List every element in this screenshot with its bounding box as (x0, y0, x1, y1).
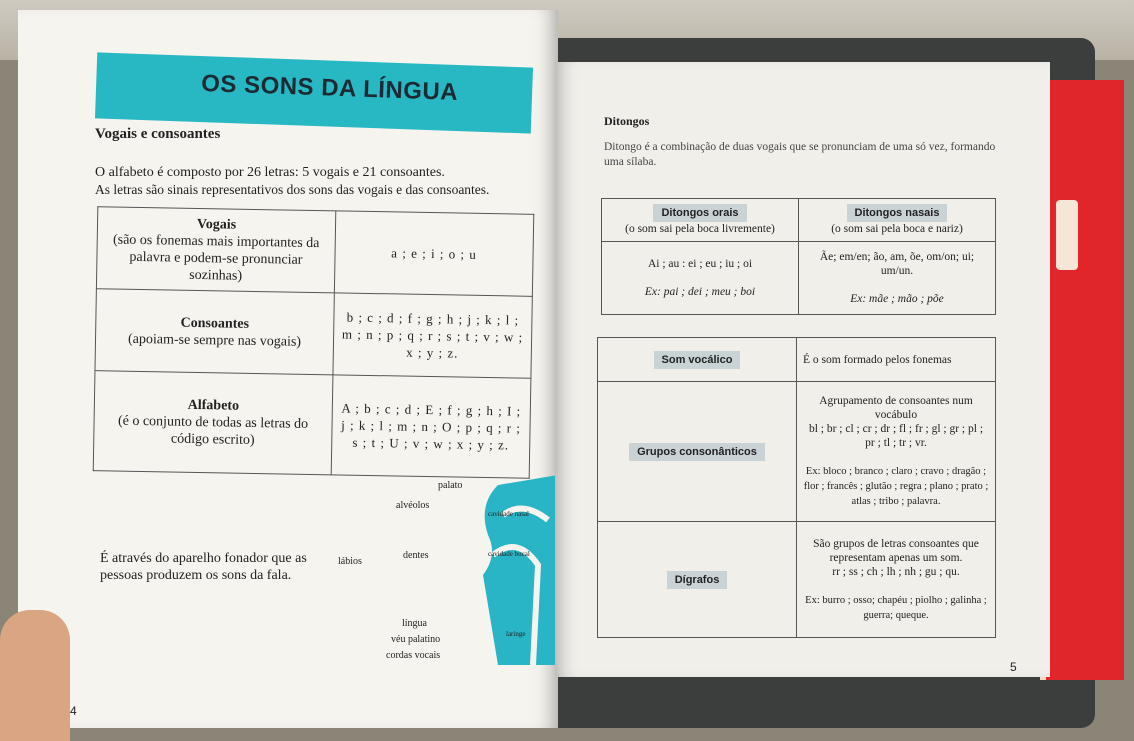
sound-example: Ex: bloco ; branco ; claro ; cravo ; dragão ; flor ; francês ; glutão ; regra ; plano ; prato ; atlas ; tribo ; palavra. (803, 466, 989, 507)
page-number-right: 5 (1010, 660, 1017, 674)
oral-list: Ai ; au : ei ; eu ; iu ; oi (647, 258, 753, 270)
table-row (602, 242, 996, 315)
row-letters: A ; b ; c ; d ; E ; f ; g ; h ; I ; j ; k ; l ; m ; n ; O ; p ; q ; r ; s ; t ; U ; v ; w ; x ; y ; z. (331, 375, 531, 478)
sound-detail-cell (797, 522, 996, 638)
row-label-cell (93, 371, 333, 475)
row-description: (são os fonemas mais importantes da palavra e podem-se pronunciar sozinhas) (112, 231, 320, 284)
row-description: (é o conjunto de todas as letras do código escrito) (117, 413, 309, 448)
table-row (95, 289, 532, 379)
oral-subtitle: (o som sai pela boca livremente) (625, 223, 775, 235)
label-palato: palato (438, 480, 463, 491)
section-heading-ditongos: Ditongos (604, 114, 650, 128)
row-letters: b ; c ; d ; f ; g ; h ; j ; k ; l ; m ; n ; p ; q ; r ; s ; t ; v ; w ; x ; y ; z. (333, 293, 532, 378)
red-book-edge (1040, 80, 1124, 680)
table-row (598, 522, 996, 638)
label-veu-palatino: véu palatino (391, 634, 441, 645)
ditongos-table (601, 198, 996, 315)
left-page (18, 10, 558, 728)
sound-text: É o som formado pelos fonemas (797, 338, 996, 382)
label-cavidade-nasal: cavidade nasal (488, 510, 530, 518)
row-label-cell (96, 207, 335, 293)
sound-text: São grupos de letras consoantes que representam apenas um som. (813, 537, 979, 564)
oral-header (602, 199, 799, 242)
sound-list: bl ; br ; cl ; cr ; dr ; fl ; fr ; gl ; gr ; pl ; pr ; tl ; tr ; vr. (808, 423, 984, 449)
row-label: Alfabeto (187, 397, 240, 414)
sounds-table (597, 337, 996, 638)
sound-example: Ex: burro ; osso; chapéu ; piolho ; galinha ; guerra; queque. (805, 594, 987, 621)
row-label-cell (95, 289, 334, 375)
nasal-list: Ãe; em/en; ão, am, õe, om/on; ui; um/un. (819, 251, 975, 277)
label-labios: lábios (338, 556, 362, 567)
row-description: (apoiam-se sempre nas vogais) (127, 331, 302, 350)
page-title: OS SONS DA LÍNGUA (200, 70, 459, 107)
intro-line-1: O alfabeto é composto por 26 letras: 5 vogais e 21 consoantes. (95, 165, 445, 180)
nasal-subtitle: (o som sai pela boca e nariz) (831, 223, 963, 235)
title-banner (95, 52, 533, 133)
row-letters: a ; e ; i ; o ; u (334, 211, 533, 296)
ditongo-definition: Ditongo é a combinação de duas vogais que se pronunciam de uma só vez, formando uma sílaba. (604, 141, 996, 168)
sound-detail-cell (797, 382, 996, 522)
table-row (598, 382, 996, 522)
intro-text (95, 164, 535, 198)
letters-table (93, 206, 535, 479)
row-label: Vogais (196, 216, 237, 233)
oral-title: Ditongos orais (653, 204, 746, 222)
nasal-title: Ditongos nasais (847, 204, 948, 222)
label-cavidade-bucal: cavidade bucal (488, 550, 530, 558)
sound-text: Agrupamento de consoantes num vocábulo (819, 395, 973, 421)
sound-label: Grupos consonânticos (629, 443, 765, 461)
nasal-header (799, 199, 996, 242)
sound-label-cell (598, 522, 797, 638)
oral-body (602, 242, 799, 315)
sound-label-cell (598, 338, 797, 382)
table-row (93, 371, 531, 479)
table-row (96, 207, 533, 297)
label-alveolos: alvéolos (396, 500, 430, 511)
label-lingua: língua (402, 618, 427, 629)
table-row (602, 199, 996, 242)
row-label: Consoantes (180, 315, 250, 332)
sound-list: rr ; ss ; ch ; lh ; nh ; gu ; qu. (832, 565, 960, 578)
sound-label: Som vocálico (654, 351, 741, 369)
nasal-example: Ex: mãe ; mão ; põe (850, 293, 944, 305)
speech-apparatus-text: É através do aparelho fonador que as pessoas produzem os sons da fala. (100, 551, 307, 583)
table-row (598, 338, 996, 382)
page-number-left: 4 (70, 704, 77, 718)
oral-example: Ex: pai ; dei ; meu ; boi (644, 286, 756, 298)
sound-label-cell (598, 382, 797, 522)
section-heading-vogais: Vogais e consoantes (95, 126, 221, 142)
thumb (0, 610, 70, 741)
sound-label: Dígrafos (667, 571, 728, 589)
label-dentes: dentes (403, 550, 429, 561)
nasal-body (799, 242, 996, 315)
intro-line-2: As letras são sinais representativos dos sons das vogais e das consoantes. (95, 182, 490, 197)
label-laringe: laringe (506, 630, 526, 638)
label-cordas-vocais: cordas vocais (386, 650, 441, 661)
right-page (555, 62, 1050, 677)
book-sticker (1056, 200, 1078, 270)
